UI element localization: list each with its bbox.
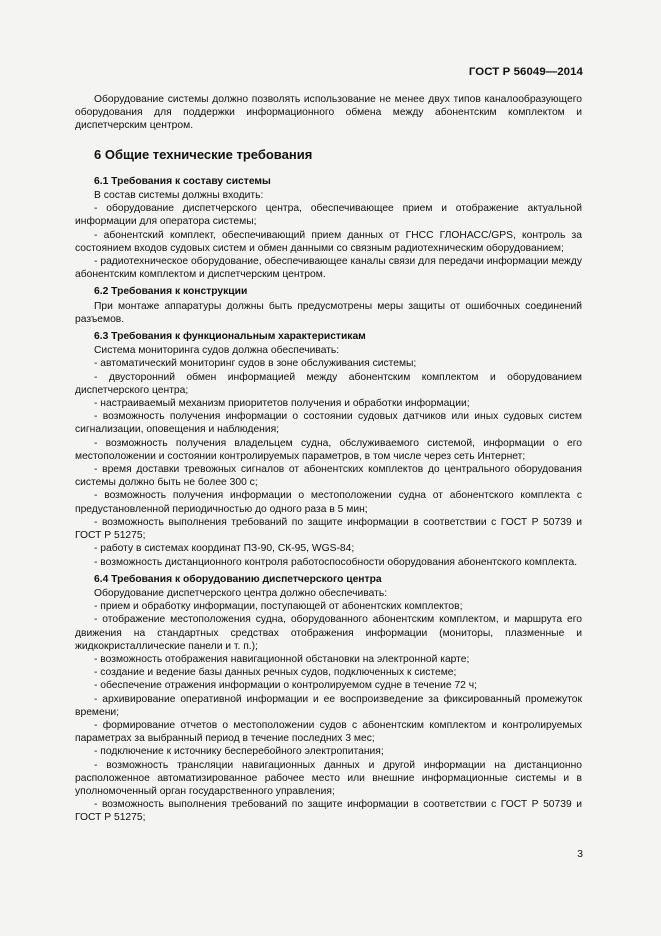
list-item: - возможность выполнения требований по защите информации в соответствии с ГОСТ Р 50739 и ГОСТ Р 51275; [75,799,582,824]
list-item: - формирование отчетов о местоположении судов с абонентским комплектом и контролируемых параметрах за выбранный период в течение последних 3 мес; [75,719,582,745]
list-item: - прием и обработку информации, поступающей от абонентских комплектов; [94,601,463,613]
section-6-3-lead: Система мониторинга судов должна обеспечивать: [94,345,340,357]
list-item: - возможность отображения навигационной обстановки на электронной карте; [94,653,470,665]
list-item: - создание и ведение базы данных речных судов, подключенных к системе; [94,667,457,679]
list-item: - возможность выполнения требований по защите информации в соответствии с ГОСТ Р 50739 и ГОСТ Р 51275; [75,516,582,542]
list-item: - оборудование диспетчерского центра, обеспечивающее прием и отображение актуальной информации для оператора системы; [75,203,582,228]
list-item: - абонентский комплект, обеспечивающий прием данных от ГНСС ГЛОНАСС/GPS, контроль за состоянием входов судовых систем и обмен данными со связным радиотехническим оборудованием; [75,229,582,254]
list-item: - автоматический мониторинг судов в зоне обслуживания системы; [94,358,417,370]
document-header: ГОСТ Р 56049—2014 [468,66,583,78]
list-item: - возможность дистанционного контроля работоспособности оборудования абонентского комплекта. [94,556,578,568]
list-item: - возможность трансляции навигационных данных и другой информации на дистанционно расположенное автоматизированное рабочее место или внешние информационные системы и в уполномоченный орган государственного управления; [75,759,582,797]
section-6-1-lead: В состав системы должны входить: [94,190,264,202]
list-item: - двусторонний обмен информацией между абонентским комплектом и оборудованием диспетчерского центра; [75,371,582,396]
section-6-2-title: 6.2 Требования к конструкции [94,286,248,298]
list-item: - архивирование оперативной информации и ее воспроизведение за фиксированный промежуток времени; [75,693,582,718]
section-6-3-title: 6.3 Требования к функциональным характеристикам [94,331,366,343]
list-item: - отображение местоположения судна, оборудованного абонентским комплектом, и маршрута его движения на стандартных средствах отображения информации (мониторы, плазменные и жидкокристаллические панели и т. п.); [75,614,582,652]
list-item: - подключение к источнику бесперебойного электропитания; [94,746,384,758]
page-number: 3 [577,849,583,860]
list-item: - возможность получения информации о состоянии судовых датчиков или иных судовых систем сигнализации, оповещения и наблюдения; [75,411,582,436]
document-body [75,93,582,825]
list-item: - возможность получения владельцем судна, обслуживаемого системой, информации о его местоположении и состоянии контролируемых параметров, в том числе через сеть Интернет; [75,437,582,462]
list-item: - обеспечение отражения информации о контролируемом судне в течение 72 ч; [94,680,477,692]
section-6-4-lead: Оборудование диспетчерского центра должно обеспечивать: [94,587,388,599]
list-item: - настраиваемый механизм приоритетов получения и обработки информации; [94,398,470,410]
list-item: - работу в системах координат ПЗ-90, СК-95, WGS-84; [94,543,355,555]
section-6-4-title: 6.4 Требования к оборудованию диспетчерского центра [94,573,382,585]
intro-paragraph: Оборудование системы должно позволять использование не менее двух типов каналообразующего оборудования для поддержки информационного обмена между абонентским комплектом и диспетчерским центром. [75,94,582,132]
list-item: - радиотехническое оборудование, обеспечивающее каналы связи для передачи информации между абонентским комплектом и диспетчерским центром. [75,256,582,281]
section-6-title: 6 Общие технические требования [94,146,313,162]
list-item: - время доставки тревожных сигналов от абонентских комплектов до центрального оборудования системы должно быть не более 300 с; [75,464,582,489]
section-6-2-text: При монтаже аппаратуры должны быть предусмотрены меры защиты от ошибочных соединений разъемов. [75,300,582,325]
section-6-1-title: 6.1 Требования к составу системы [94,175,271,187]
list-item: - возможность получения информации о местоположении судна от абонентского комплекта с предустановленной периодичностью до одного раза в 5 мин; [75,490,582,515]
